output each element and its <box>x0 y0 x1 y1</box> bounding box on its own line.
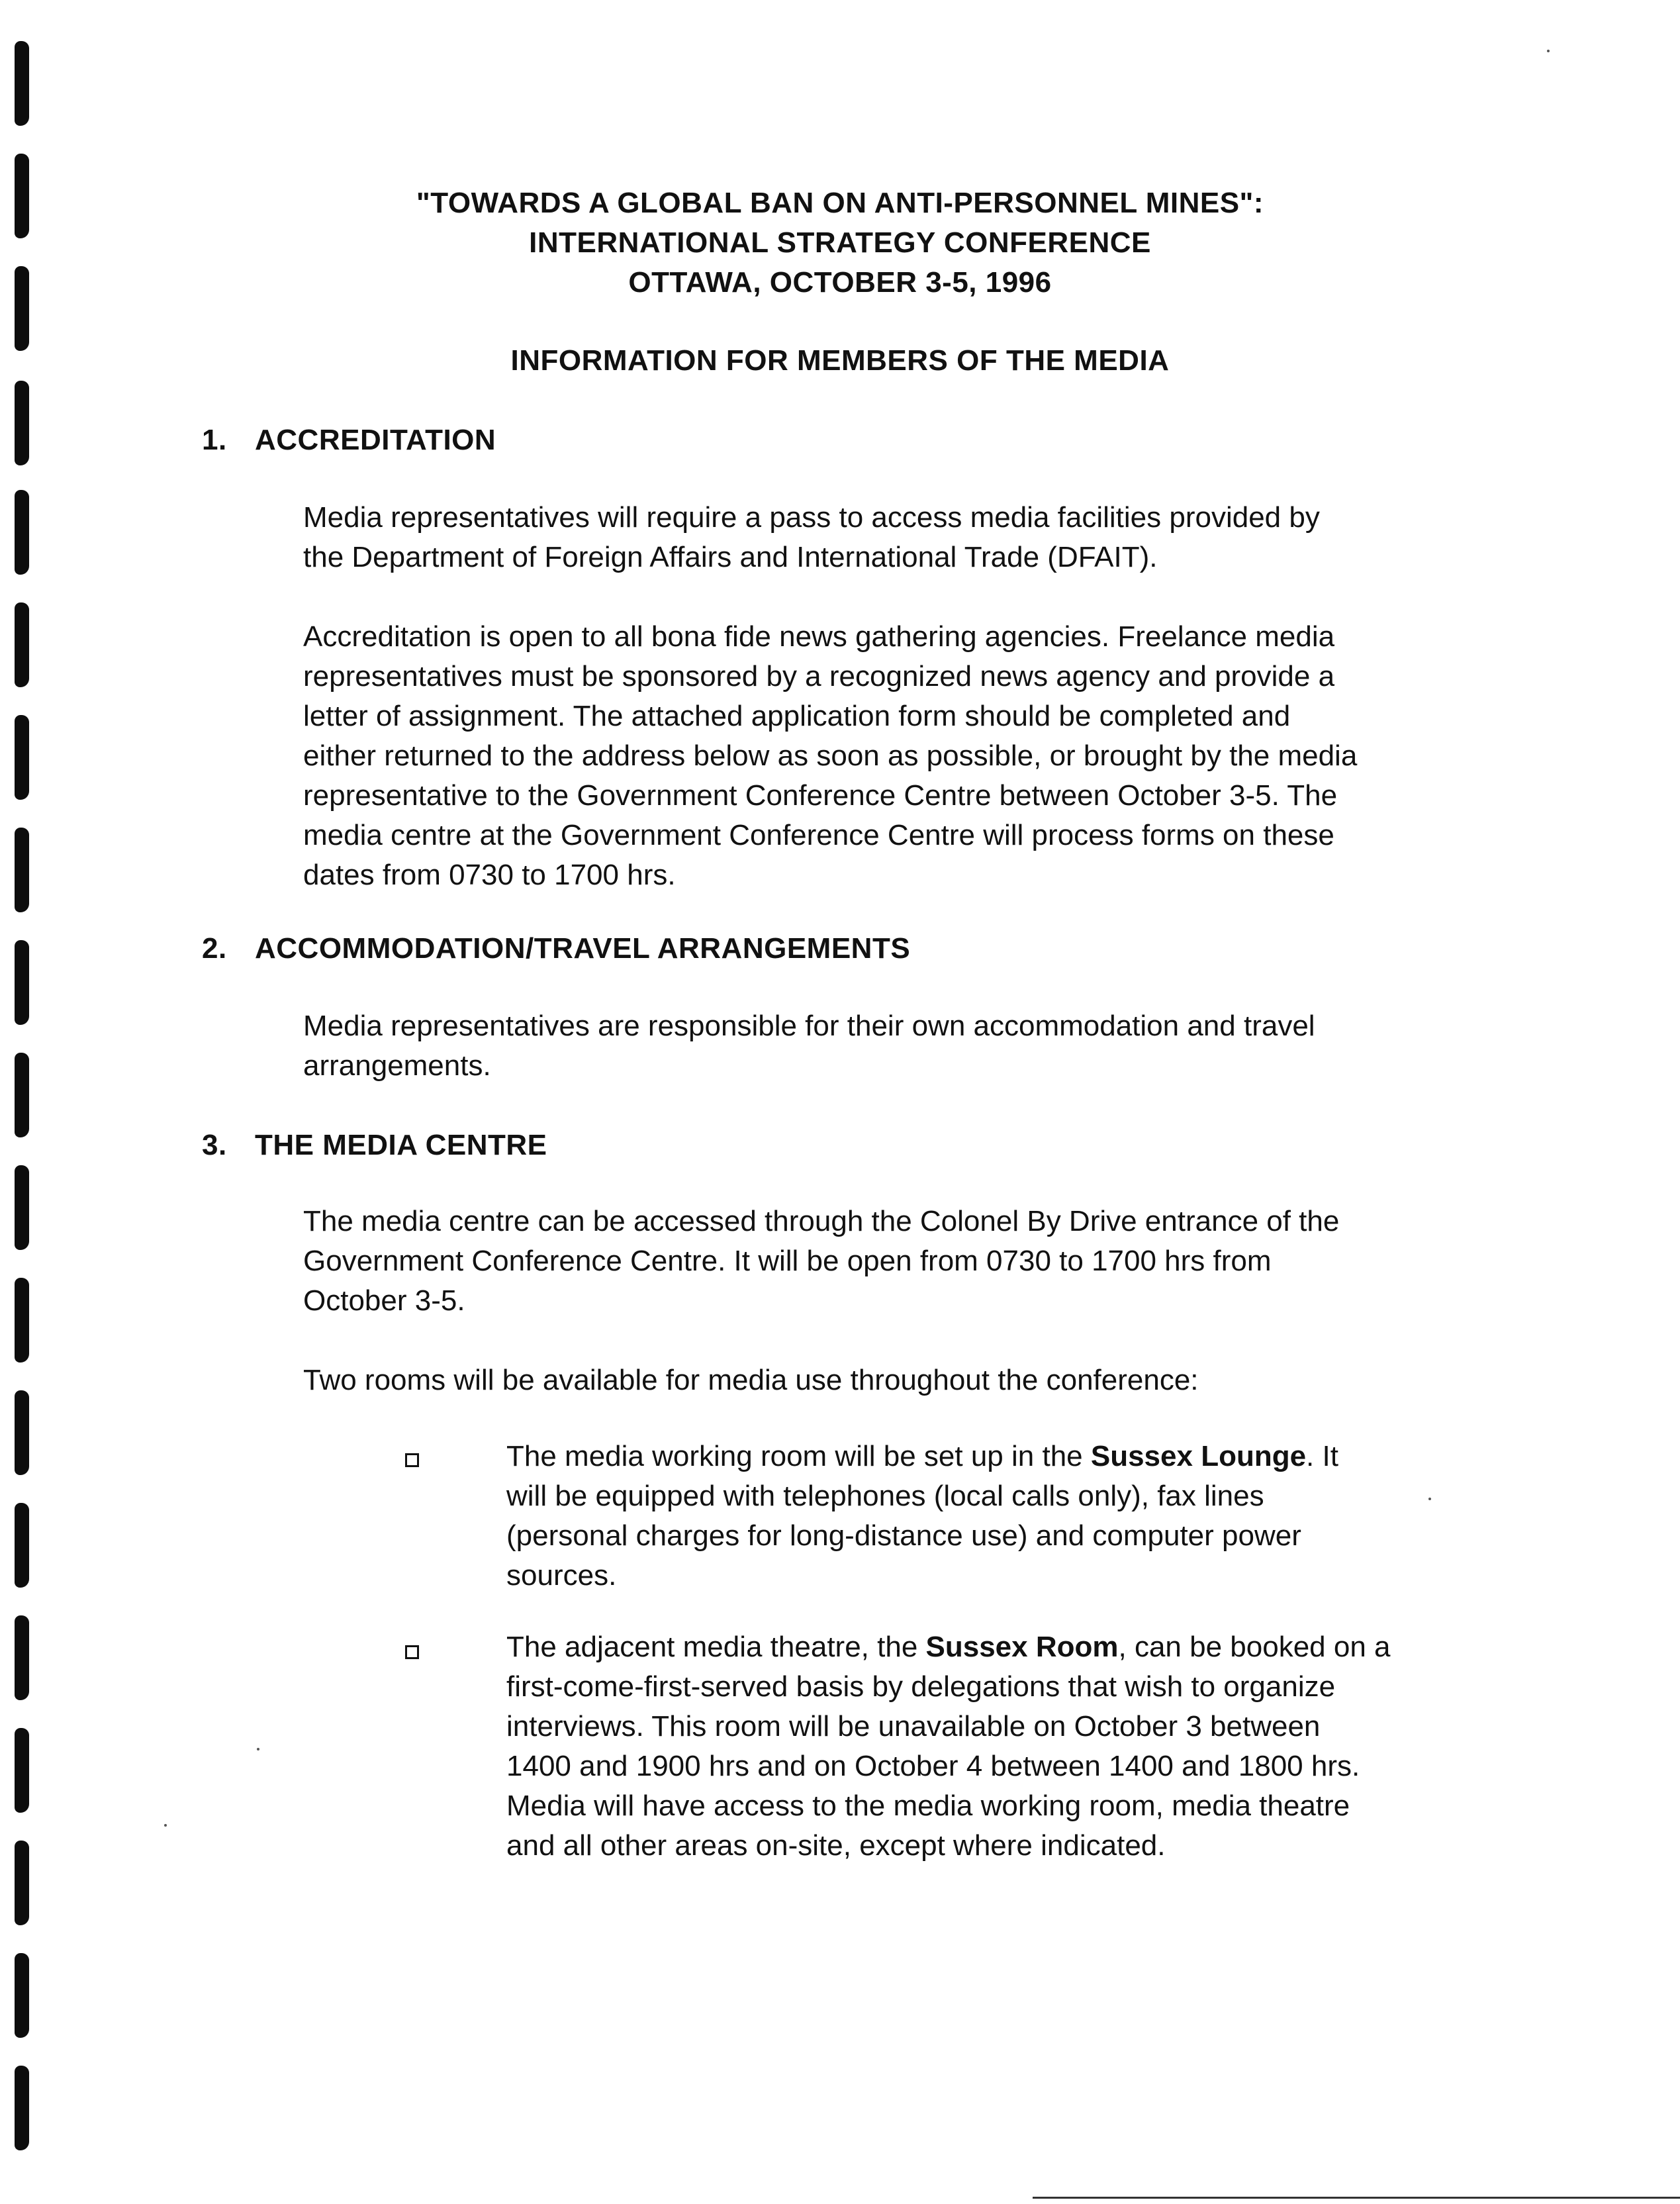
subheading: INFORMATION FOR MEMBERS OF THE MEDIA <box>510 344 1170 377</box>
square-bullet-icon <box>405 1453 419 1467</box>
text-line: Government Conference Centre. It will be open from 0730 to 1700 hrs from <box>303 1245 1272 1277</box>
scan-speck <box>1547 50 1550 52</box>
text-line: dates from 0730 to 1700 hrs. <box>303 859 676 891</box>
text-line: Accreditation is open to all bona fide news gathering agencies. Freelance media <box>303 620 1335 653</box>
text-line: (personal charges for long-distance use) and computer power <box>506 1519 1301 1552</box>
text-line: arrangements. <box>303 1049 491 1082</box>
text-line: representative to the Government Conference Centre between October 3-5. The <box>303 779 1338 812</box>
paragraph <box>303 617 1508 895</box>
bottom-edge-line <box>1033 2197 1680 2199</box>
text-line: and all other areas on-site, except where indicated. <box>506 1829 1166 1862</box>
binding-hole <box>15 490 29 575</box>
text-line: Two rooms will be available for media use throughout the conference: <box>303 1364 1199 1396</box>
section-title: ACCOMMODATION/TRAVEL ARRANGEMENTS <box>255 932 911 965</box>
binding-hole <box>15 2066 29 2150</box>
text-run: , can be booked on a <box>1118 1631 1391 1663</box>
binding-hole <box>15 1953 29 2038</box>
text-line: the Department of Foreign Affairs and International Trade (DFAIT). <box>303 541 1158 573</box>
section-title: ACCREDITATION <box>255 424 496 456</box>
binding-hole <box>15 940 29 1025</box>
paragraph <box>303 1202 1508 1321</box>
section-number: 1. <box>202 424 227 456</box>
text-line <box>506 1437 1526 1476</box>
binding-hole <box>15 41 29 126</box>
text-line: sources. <box>506 1559 617 1592</box>
text-line: will be equipped with telephones (local calls only), fax lines <box>506 1480 1264 1512</box>
section-heading <box>202 424 496 457</box>
scan-speck <box>1428 1498 1431 1500</box>
text-line <box>506 1627 1526 1667</box>
text-line: Media will have access to the media working room, media theatre <box>506 1790 1350 1822</box>
binding-hole <box>15 1728 29 1813</box>
binding-hole <box>15 1841 29 1925</box>
section-number: 3. <box>202 1129 227 1161</box>
square-bullet-icon <box>405 1645 419 1659</box>
scan-speck <box>164 1824 167 1827</box>
section-heading <box>202 932 910 965</box>
bullet-item <box>506 1437 1526 1596</box>
section-title: THE MEDIA CENTRE <box>255 1129 547 1161</box>
text-line: 1400 and 1900 hrs and on October 4 between 1400 and 1800 hrs. <box>506 1750 1360 1782</box>
binding-hole <box>15 1278 29 1363</box>
text-line: interviews. This room will be unavailable on October 3 between <box>506 1710 1321 1743</box>
room-name: Sussex Room <box>925 1631 1119 1663</box>
section-heading <box>202 1129 547 1162</box>
paragraph <box>303 1006 1508 1086</box>
text-line: representatives must be sponsored by a recognized news agency and provide a <box>303 660 1335 693</box>
section-number: 2. <box>202 932 227 965</box>
text-line: media centre at the Government Conference Centre will process forms on these <box>303 819 1334 851</box>
title-line: INTERNATIONAL STRATEGY CONFERENCE <box>529 226 1151 259</box>
document-title <box>0 187 1680 299</box>
text-line: first-come-first-served basis by delegations that wish to organize <box>506 1670 1336 1703</box>
paragraph <box>303 498 1508 577</box>
binding-hole <box>15 1165 29 1250</box>
paragraph <box>303 1361 1508 1400</box>
binding-hole <box>15 1615 29 1700</box>
binding-hole <box>15 715 29 800</box>
text-line: Media representatives are responsible for their own accommodation and travel <box>303 1010 1315 1042</box>
text-run: The adjacent media theatre, the <box>506 1631 926 1663</box>
binding-hole <box>15 381 29 465</box>
binding-hole <box>15 602 29 687</box>
title-line: "TOWARDS A GLOBAL BAN ON ANTI-PERSONNEL MINES": <box>416 187 1264 219</box>
title-line: OTTAWA, OCTOBER 3-5, 1996 <box>628 266 1052 299</box>
text-line: Media representatives will require a pass to access media facilities provided by <box>303 501 1320 534</box>
binding-hole <box>15 1390 29 1475</box>
text-run: The media working room will be set up in the <box>506 1440 1091 1472</box>
bullet-item <box>506 1627 1526 1866</box>
binding-hole <box>15 1053 29 1137</box>
room-name: Sussex Lounge <box>1090 1440 1307 1472</box>
text-run: . It <box>1306 1440 1338 1472</box>
binding-hole <box>15 1503 29 1588</box>
text-line: either returned to the address below as soon as possible, or brought by the media <box>303 740 1358 772</box>
text-line: letter of assignment. The attached application form should be completed and <box>303 700 1291 732</box>
binding-hole <box>15 828 29 912</box>
scan-speck <box>257 1748 259 1750</box>
text-line: October 3-5. <box>303 1284 465 1317</box>
text-line: The media centre can be accessed through the Colonel By Drive entrance of the <box>303 1205 1340 1237</box>
